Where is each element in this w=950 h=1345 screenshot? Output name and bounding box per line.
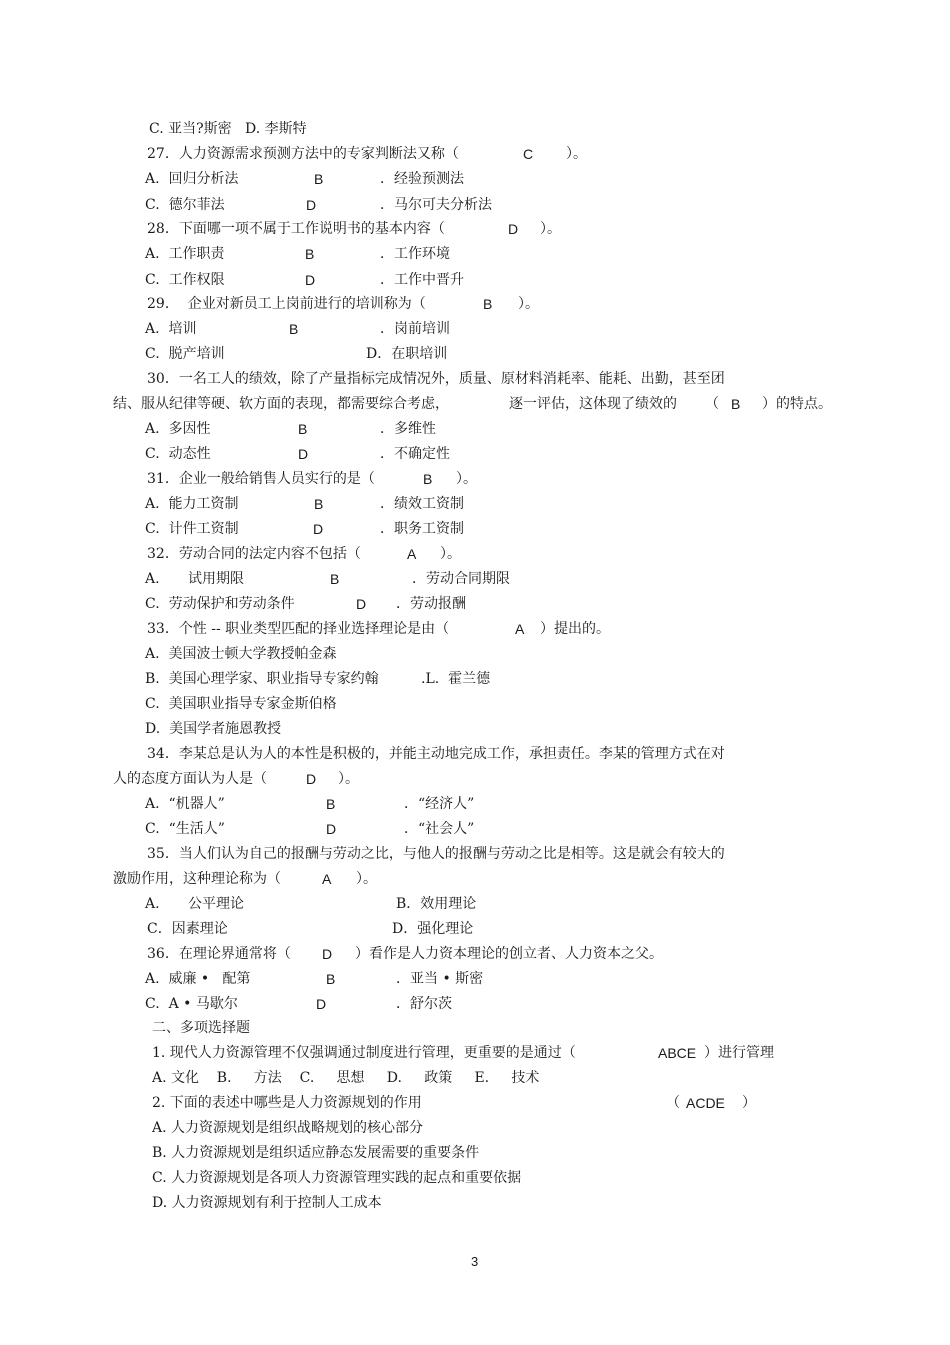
- text-line: ．岗前培训: [380, 321, 450, 337]
- text-line: ．不确定性: [380, 446, 450, 462]
- text-line: ．马尔可夫分析法: [380, 197, 492, 213]
- answer-text: B: [314, 496, 324, 512]
- answer-text: B: [314, 171, 324, 187]
- text-line: ．职务工资制: [380, 521, 464, 537]
- text-line: A. 多因性: [145, 421, 211, 437]
- text-line: 结、服从纪律等硬、软方面的表现，都需要综合考虑，: [113, 396, 449, 412]
- text-line: ）的特点。: [762, 396, 832, 412]
- text-line: ．“经济人”: [404, 796, 475, 812]
- text-line: C. 计件工资制: [145, 521, 239, 537]
- text-line: A. 能力工资制: [145, 496, 239, 512]
- text-line: ）: [742, 1095, 756, 1111]
- answer-text: B: [330, 571, 340, 587]
- text-line: ．劳动合同期限: [412, 571, 510, 587]
- text-line: ）进行管理: [704, 1045, 774, 1061]
- text-line: ．舒尔茨: [396, 996, 452, 1012]
- answer-text: B: [326, 971, 336, 987]
- text-line: D．强化理论: [392, 921, 474, 937]
- answer-text: B: [305, 246, 315, 262]
- text-line: B. 美国心理学家、职业指导专家约翰: [145, 671, 379, 687]
- text-line: A.: [145, 571, 160, 587]
- text-line: ．劳动报酬: [396, 596, 466, 612]
- text-line: C. “生活人”: [145, 821, 225, 837]
- text-line: 1. 现代人力资源管理不仅强调通过制度进行管理，更重要的是通过（: [152, 1045, 576, 1061]
- page-number: 3: [471, 1254, 479, 1269]
- text-line: C. 劳动保护和劳动条件: [145, 596, 295, 612]
- text-line: A. 美国波士顿大学教授帕金森: [145, 646, 337, 662]
- text-line: ．亚当 • 斯密: [396, 971, 484, 987]
- text-line: D. 人力资源规划有利于控制人工成本: [152, 1195, 382, 1211]
- text-line: ）。: [356, 871, 377, 887]
- answer-text: ABCE: [658, 1045, 697, 1061]
- text-line: B．效用理论: [396, 896, 477, 912]
- text-line: 33．个性 -- 职业类型匹配的择业选择理论是由（: [147, 621, 450, 637]
- text-line: ．工作环境: [380, 246, 450, 262]
- text-line: （: [705, 396, 719, 412]
- text-line: ）。: [456, 471, 477, 487]
- text-line: 公平理论: [188, 896, 244, 912]
- answer-text: B: [423, 471, 433, 487]
- answer-text: D: [305, 272, 316, 288]
- text-line: 32．劳动合同的法定内容不包括（: [147, 546, 361, 562]
- answer-text: C: [523, 146, 534, 162]
- answer-text: B: [289, 321, 299, 337]
- text-line: 激励作用，这种理论称为（: [113, 871, 281, 887]
- text-line: .L. 霍兰德: [421, 671, 491, 687]
- text-line: A. 回归分析法: [145, 171, 239, 187]
- answer-text: B: [298, 421, 308, 437]
- text-line: C. 脱产培训: [145, 346, 225, 362]
- answer-text: D: [298, 446, 309, 462]
- text-line: 2. 下面的表述中哪些是人力资源规划的作用: [152, 1095, 422, 1111]
- answer-text: D: [306, 197, 317, 213]
- text-line: A. “机器人”: [145, 796, 225, 812]
- answer-text: D: [313, 521, 324, 537]
- text-line: C. 动态性: [145, 446, 211, 462]
- text-line: C. A • 马歇尔: [145, 996, 238, 1012]
- text-line: A. 工作职责: [145, 246, 225, 262]
- text-line: 二、多项选择题: [152, 1020, 250, 1036]
- text-line: C. 德尔菲法: [145, 197, 225, 213]
- answer-text: D: [356, 596, 367, 612]
- text-line: ）看作是人力资本理论的创立者、人力资本之父。: [355, 946, 663, 962]
- text-line: A.: [145, 896, 160, 912]
- answer-text: D: [322, 946, 333, 962]
- text-line: A. 人力资源规划是组织战略规划的核心部分: [152, 1120, 424, 1136]
- text-line: ）。: [518, 296, 539, 312]
- text-line: A. 威廉 • 配第: [145, 971, 251, 987]
- text-line: 35．当人们认为自己的报酬与劳动之比，与他人的报酬与劳动之比是相等。这是就会有较大的: [147, 846, 725, 862]
- text-line: C. 人力资源规划是各项人力资源管理实践的起点和重要依据: [152, 1170, 522, 1186]
- text-line: 人的态度方面认为人是（: [113, 771, 267, 787]
- text-line: 30．一名工人的绩效，除了产量指标完成情况外，质量、原材料消耗率、能耗、出勤，甚至团: [147, 371, 725, 387]
- text-line: ）提出的。: [540, 621, 610, 637]
- text-line: 28．下面哪一项不属于工作说明书的基本内容（: [147, 221, 445, 237]
- text-line: C. 工作权限: [145, 272, 225, 288]
- text-line: B. 人力资源规划是组织适应静态发展需要的重要条件: [152, 1145, 480, 1161]
- text-line: （: [666, 1095, 680, 1111]
- text-line: 31．企业一般给销售人员实行的是（: [147, 471, 375, 487]
- text-line: A. 文化 B. 方法 C. 思想 D. 政策 E. 技术: [152, 1070, 540, 1086]
- answer-text: ACDE: [686, 1095, 725, 1111]
- answer-text: A: [322, 871, 332, 887]
- text-line: ．绩效工资制: [380, 496, 464, 512]
- answer-text: D: [326, 821, 337, 837]
- text-line: ．经验预测法: [380, 171, 464, 187]
- text-line: 逐一评估，这体现了绩效的: [509, 396, 677, 412]
- text-line: ）。: [338, 771, 359, 787]
- answer-text: D: [316, 996, 327, 1012]
- text-line: ）。: [440, 546, 461, 562]
- answer-text: A: [407, 546, 417, 562]
- answer-text: D: [306, 771, 317, 787]
- text-line: 36．在理论界通常将（: [147, 946, 291, 962]
- text-line: ）。: [566, 146, 587, 162]
- answer-text: B: [326, 796, 336, 812]
- text-line: D. 美国学者施恩教授: [145, 721, 282, 737]
- text-line: C. 美国职业指导专家金斯伯格: [145, 696, 337, 712]
- text-line: 试用期限: [188, 571, 244, 587]
- text-line: ．工作中晋升: [380, 272, 464, 288]
- answer-text: B: [483, 296, 493, 312]
- text-line: 34．李某总是认为人的本性是积极的，并能主动地完成工作，承担责任。李某的管理方式在对: [147, 746, 725, 762]
- text-line: D．在职培训: [366, 346, 448, 362]
- text-line: ．“社会人”: [404, 821, 475, 837]
- text-line: ）。: [540, 221, 561, 237]
- text-line: A. 培训: [145, 321, 197, 337]
- answer-text: A: [515, 621, 525, 637]
- text-line: C. 亚当?斯密 D. 李斯特: [149, 121, 307, 137]
- text-line: 29． 企业对新员工上岗前进行的培训称为（: [147, 296, 426, 312]
- answer-text: B: [731, 396, 741, 412]
- text-line: 27．人力资源需求预测方法中的专家判断法又称（: [147, 146, 459, 162]
- answer-text: D: [508, 221, 519, 237]
- text-line: C．因素理论: [147, 921, 228, 937]
- text-line: ．多维性: [380, 421, 436, 437]
